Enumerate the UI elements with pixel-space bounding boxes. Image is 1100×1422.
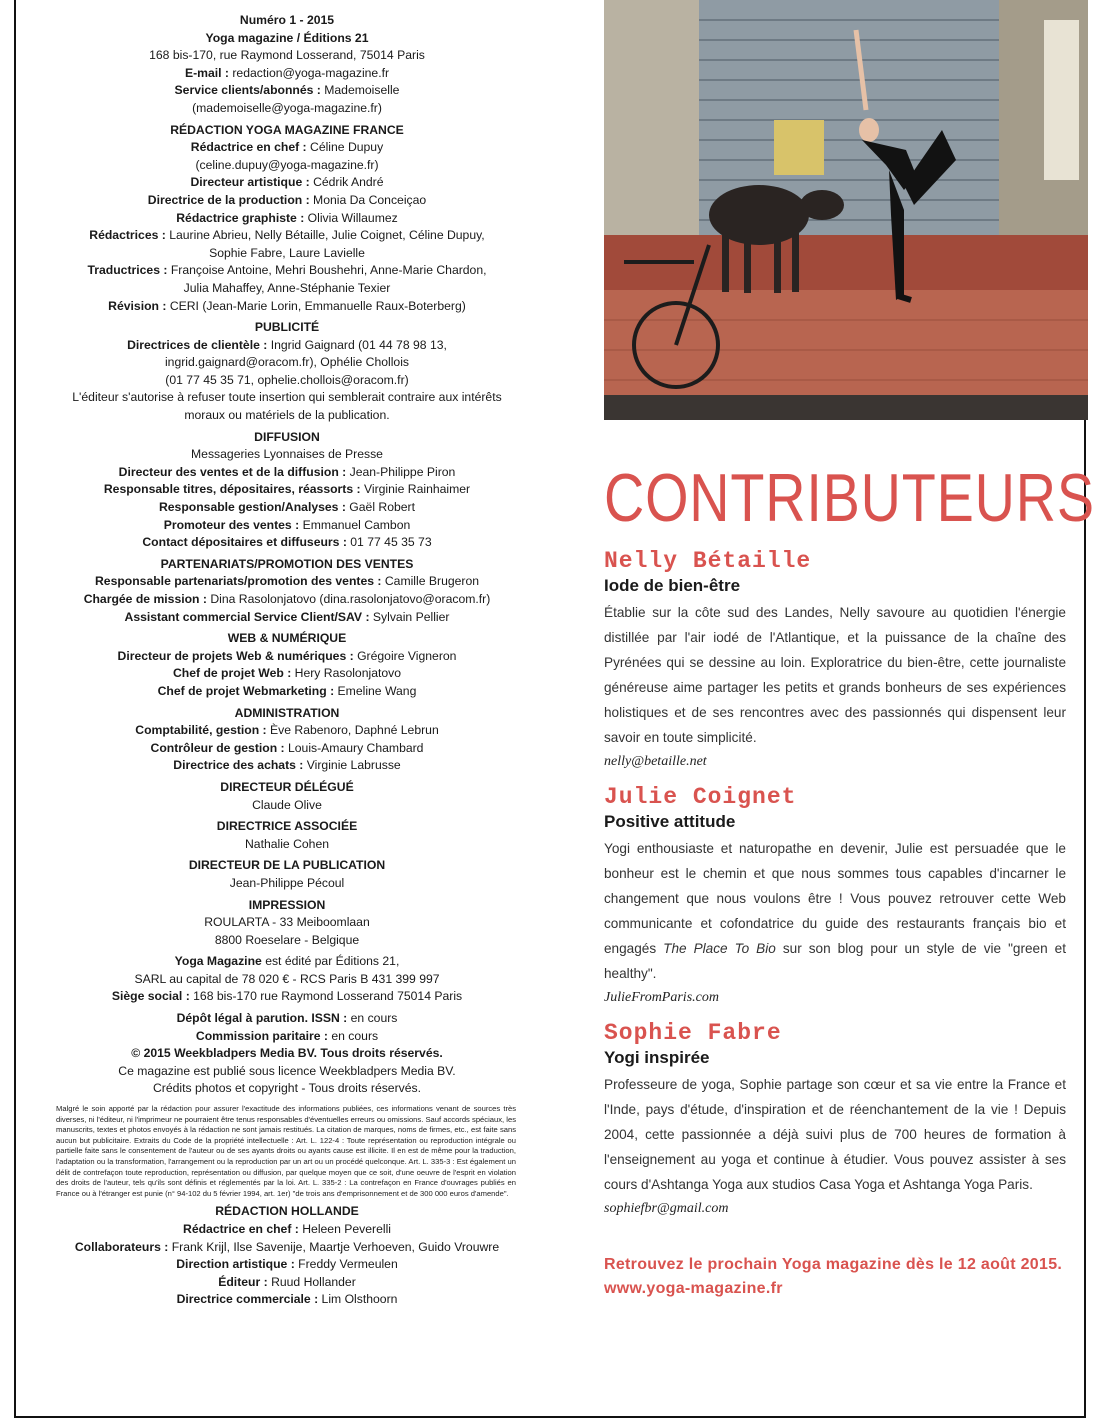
credit-value: Sylvain Pellier xyxy=(372,609,450,624)
licence: Ce magazine est publié sous licence Weekbladpers Media BV. xyxy=(118,1063,456,1078)
credit-label: Rédactrice en chef : xyxy=(190,140,307,155)
credit-value: 168 bis-170 rue Raymond Losserand 75014 Paris xyxy=(193,989,463,1004)
credit-label: Rédactrices : xyxy=(89,228,166,243)
credit-value: Frank Krijl, Ilse Savenije, Maartje Verhoeven, Guido Vrouwre xyxy=(171,1239,500,1254)
contributor-card xyxy=(604,548,1066,770)
credit-line xyxy=(52,298,522,316)
credit-value-cont: Sophie Fabre, Laure Lavielle xyxy=(209,245,365,260)
contributor-contact[interactable]: sophiefbr@gmail.com xyxy=(604,1201,729,1216)
credit-label: Chef de projet Webmarketing : xyxy=(157,683,335,698)
credit-value: 01 77 45 35 73 xyxy=(350,535,432,550)
credit-label: Rédactrice graphiste : xyxy=(176,210,305,225)
email-label: E-mail : xyxy=(184,65,229,80)
credit-email: (celine.dupuy@yoga-magazine.fr) xyxy=(195,157,379,172)
photo-illustration xyxy=(604,0,1088,420)
credit-label: Directrice de la production : xyxy=(147,192,310,207)
credit-line xyxy=(52,1221,522,1239)
credit-line xyxy=(52,464,522,482)
credit-line xyxy=(52,1028,522,1046)
credit-label: Traductrices : xyxy=(87,263,168,278)
next-issue-notice xyxy=(604,1253,1066,1301)
credit-line xyxy=(52,988,522,1006)
credit-line xyxy=(52,262,522,280)
yoga-street-photo xyxy=(604,0,1088,420)
credit-label: Directrice commerciale : xyxy=(176,1292,319,1307)
credit-label: Commission paritaire : xyxy=(195,1028,328,1043)
credit-label: Contact dépositaires et diffuseurs : xyxy=(142,535,347,550)
credit-label: Promoteur des ventes : xyxy=(163,517,300,532)
credit-line xyxy=(52,740,522,758)
contributor-card xyxy=(604,1020,1066,1217)
contributor-bio: Établie sur la côte sud des Landes, Nelly savoure au quotidien l'énergie distillée par l'air iodé de l'Atlantique, et la puissance de la chaîne des Pyrénées qui se dessine au loin. Exploratrice du bien-être, cette journaliste généreuse aime partager les petits et grands bonheurs de ses expériences holistiques et de ses rencontres avec des passionnés qui dispensent leur savoir en toute simplicité. xyxy=(604,605,1066,745)
credit-line xyxy=(52,174,522,192)
copyright: © 2015 Weekbladpers Media BV. Tous droits réservés. xyxy=(131,1046,443,1061)
email-line xyxy=(52,65,522,83)
credit-value-cont: Nathalie Cohen xyxy=(244,836,329,851)
contributor-name: Julie Coignet xyxy=(604,784,797,810)
contributor-name: Nelly Bétaille xyxy=(604,548,812,574)
credit-value: Camille Brugeron xyxy=(384,574,480,589)
credit-value-cont: Julia Mahaffey, Anne-Stéphanie Texier xyxy=(183,280,391,295)
credit-label: Directeur de projets Web & numériques : xyxy=(117,648,354,663)
service-value: Mademoiselle xyxy=(324,83,400,98)
next-issue-date: Retrouvez le prochain Yoga magazine dès le 12 août 2015. xyxy=(604,1256,1063,1273)
credit-label: Comptabilité, gestion : xyxy=(135,723,267,738)
editor-note: moraux ou matériels de la publication. xyxy=(184,408,390,423)
credit-value: Virginie Labrusse xyxy=(306,758,401,773)
credit-value: Céline Dupuy xyxy=(310,140,384,155)
credit-label: Assistant commercial Service Client/SAV : xyxy=(124,609,370,624)
credit-line xyxy=(52,1256,522,1274)
section-title: IMPRESSION xyxy=(248,897,326,912)
credit-line xyxy=(52,573,522,591)
credit-label: Responsable gestion/Analyses : xyxy=(158,500,346,515)
credit-value: Cédrik André xyxy=(313,175,384,190)
contributor-title: Iode de bien-être xyxy=(604,576,741,595)
credit-label: Directrices de clientèle : xyxy=(127,337,268,352)
credit-label: Révision : xyxy=(108,298,167,313)
section-title: WEB & NUMÉRIQUE xyxy=(227,631,347,646)
credit-value: Ève Rabenoro, Daphné Lebrun xyxy=(270,723,439,738)
credit-label: Chef de projet Web : xyxy=(172,666,292,681)
credit-label: Siège social : xyxy=(111,989,190,1004)
contributor-card xyxy=(604,784,1066,1006)
section-title: RÉDACTION YOGA MAGAZINE FRANCE xyxy=(170,122,404,137)
contributor-contact[interactable]: JulieFromParis.com xyxy=(604,990,719,1005)
credit-line xyxy=(52,139,522,157)
credit-value-cont: ROULARTA - 33 Meiboomlaan xyxy=(204,915,370,930)
bio-text: sur son blog pour un style de vie "green et healthy". xyxy=(604,941,1066,981)
section-title: DIFFUSION xyxy=(254,429,320,444)
section-title: RÉDACTION HOLLANDE xyxy=(215,1204,359,1219)
credit-value: Emmanuel Cambon xyxy=(302,517,411,532)
credit-value: Lim Olsthoorn xyxy=(321,1292,398,1307)
credit-line xyxy=(52,1010,522,1028)
contributor-name: Sophie Fabre xyxy=(604,1020,782,1046)
credit-line xyxy=(52,665,522,683)
contributor-title: Positive attitude xyxy=(604,812,736,831)
credit-label: Directrice des achats : xyxy=(173,758,304,773)
credit-value-cont: ingrid.gaignard@oracom.fr), Ophélie Chollois xyxy=(164,355,410,370)
credit-value: en cours xyxy=(350,1011,398,1026)
credit-line xyxy=(52,337,522,355)
email-value: redaction@yoga-magazine.fr xyxy=(232,65,390,80)
magazine-page xyxy=(14,0,1095,1418)
credit-value: Hery Rasolonjatovo xyxy=(294,666,402,681)
credit-value: Louis-Amaury Chambard xyxy=(287,740,424,755)
photo-credits: Crédits photos et copyright - Tous droits réservés. xyxy=(152,1081,422,1096)
website-link[interactable]: www.yoga-magazine.fr xyxy=(604,1280,783,1297)
credit-line xyxy=(52,192,522,210)
credit-line xyxy=(52,227,522,245)
credit-label: Éditeur : xyxy=(218,1274,268,1289)
credit-line xyxy=(52,481,522,499)
credit-value: Françoise Antoine, Mehri Boushehri, Anne-Marie Chardon, xyxy=(170,263,487,278)
contributors-column xyxy=(604,458,1095,1301)
section-title: DIRECTEUR DÉLÉGUÉ xyxy=(220,779,354,794)
contributors-heading: CONTRIBUTEURS xyxy=(604,460,1095,536)
section-title: DIRECTRICE ASSOCIÉE xyxy=(216,819,358,834)
credit-value: CERI (Jean-Marie Lorin, Emmanuelle Raux-Boterberg) xyxy=(169,298,466,313)
credit-value: Dina Rasolonjatovo (dina.rasolonjatovo@oracom.fr) xyxy=(210,592,491,606)
bio-italic: The Place To Bio xyxy=(663,941,776,956)
credit-label: Directeur artistique : xyxy=(190,175,310,190)
publisher-name: Yoga Magazine xyxy=(174,954,262,969)
credit-label: Contrôleur de gestion : xyxy=(150,740,285,755)
credit-value: en cours xyxy=(331,1028,379,1043)
credit-label: Responsable titres, dépositaires, réassorts : xyxy=(103,482,361,497)
credit-label: Direction artistique : xyxy=(176,1257,295,1272)
credit-value-cont: Claude Olive xyxy=(252,797,322,812)
masthead-column xyxy=(52,8,522,1309)
service-line xyxy=(52,82,522,100)
credit-value: Laurine Abrieu, Nelly Bétaille, Julie Coignet, Céline Dupuy, xyxy=(169,228,485,243)
section-title: PUBLICITÉ xyxy=(254,320,320,335)
credit-value: Jean-Philippe Piron xyxy=(349,464,456,479)
credit-line xyxy=(52,499,522,517)
credit-line xyxy=(52,609,522,627)
credit-value-cont: Jean-Philippe Pécoul xyxy=(229,875,345,890)
credit-value: Ruud Hollander xyxy=(271,1274,356,1289)
credit-value: Gaël Robert xyxy=(349,500,416,515)
section-title: DIRECTEUR DE LA PUBLICATION xyxy=(188,858,386,873)
credit-label: Collaborateurs : xyxy=(74,1239,169,1254)
credit-value: Freddy Vermeulen xyxy=(298,1257,398,1272)
contributor-title: Yogi inspirée xyxy=(604,1048,710,1067)
issue-number: Numéro 1 - 2015 xyxy=(239,13,335,27)
credit-label: Responsable partenariats/promotion des ventes : xyxy=(94,574,382,589)
credit-line xyxy=(52,757,522,775)
credit-line xyxy=(52,1291,522,1309)
credit-value: Grégoire Vigneron xyxy=(357,648,457,663)
credit-value: Monia Da Conceiçao xyxy=(313,192,427,207)
credit-label: Directeur des ventes et de la diffusion : xyxy=(118,464,347,479)
publisher: Yoga magazine / Éditions 21 xyxy=(205,30,369,45)
contributor-bio xyxy=(604,836,1066,986)
service-label: Service clients/abonnés : xyxy=(174,83,321,98)
editor-note: L'éditeur s'autorise à refuser toute insertion qui semblerait contraire aux intérêts xyxy=(72,390,502,405)
legal-fine-print: Malgré le soin apporté par la rédaction pour assurer l'exactitude des informations publiées, ces informations venant de sources très diverses, ni l'éditeur, ni l'imprimeur ne pourraient être tenus responsables d'éventuelles erreurs ou omissions. Sauf accords spéciaux, les manuscrits, textes et photos envoyés à la rédaction ne sont jamais restitués. La citation de marques, noms de firmes, etc., est faite sans aucun but publicitaire. Extraits du Code de la propriété intellectuelle : Art. L. 122-4 : Toute représentation ou reproduction intégrale ou partielle faite sans le consentement de l'auteur ou de ses ayants droits ou ayants cause est illicite. Il en est de même pour la traduction, l'adaptation ou la transformation, l'arrangement ou la reproduction par un art ou un procédé quelconque. Art. L. 335-3 : Est également un délit de contrefaçon toute reproduction, représentation ou diffusion, par quelque moyen que ce soit, d'une oeuvre de l'esprit en violation des droits de l'auteur, tels qu'ils sont définis et réglementés par la loi. Art. L. 335-2 : La contrefaçon en France d'ouvrages publiés en France ou à l'étranger est punie (n° 94-102 du 5 février 1994, art. 1er) "de trois ans d'emprisonnement et de 300 000 euros d'amende". xyxy=(56,1104,516,1198)
credit-label: Rédactrice en chef : xyxy=(183,1221,299,1236)
credit-value-cont: Messageries Lyonnaises de Presse xyxy=(191,447,383,462)
credit-value: Emeline Wang xyxy=(337,683,417,698)
credit-value: Virginie Rainhaimer xyxy=(363,482,471,497)
credit-value: Ingrid Gaignard (01 44 78 98 13, xyxy=(270,337,447,352)
address: 168 bis-170, rue Raymond Losserand, 75014 Paris xyxy=(149,48,425,63)
credit-value: Heleen Peverelli xyxy=(302,1221,391,1236)
credit-line xyxy=(52,1239,522,1257)
credit-line xyxy=(52,1274,522,1292)
credit-line xyxy=(52,683,522,701)
credit-line xyxy=(52,534,522,552)
credit-line xyxy=(52,591,522,609)
section-title: PARTENARIATS/PROMOTION DES VENTES xyxy=(160,556,414,571)
credit-label: Chargée de mission : xyxy=(83,592,207,606)
publisher-line xyxy=(52,953,522,971)
credit-value: Olivia Willaumez xyxy=(307,210,398,225)
credit-line xyxy=(52,517,522,535)
sarl-line: SARL au capital de 78 020 € - RCS Paris B 431 399 997 xyxy=(134,971,440,986)
section-title: ADMINISTRATION xyxy=(234,705,340,720)
publisher-text: est édité par Éditions 21, xyxy=(265,954,400,969)
credit-value-cont: (01 77 45 35 71, ophelie.chollois@oracom.fr) xyxy=(165,372,409,387)
credit-line xyxy=(52,722,522,740)
bio-text: Yogi enthousiaste et naturopathe en devenir, Julie est persuadée que le bonheur est le chemin et que nous sommes tous capables d'incarner le changement que nous voulons être ! Vous pouvez retrouver cette Web communicante et cofondatrice du guide des restaurants français bio et engagés xyxy=(604,841,1066,956)
credit-line xyxy=(52,648,522,666)
service-email: (mademoiselle@yoga-magazine.fr) xyxy=(192,100,382,115)
credit-value-cont: 8800 Roeselare - Belgique xyxy=(214,932,360,947)
credit-line xyxy=(52,210,522,228)
contributor-contact[interactable]: nelly@betaille.net xyxy=(604,754,707,769)
contributor-bio: Professeure de yoga, Sophie partage son cœur et sa vie entre la France et l'Inde, pays d'étude, d'inspiration et de réenchantement de la vie ! Depuis 2004, cette passionnée a déjà suivi plus de 700 heures de formation à l'enseignement au yoga et continue à étudier. Vous pouvez assister à ses cours d'Ashtanga Yoga aux studios Casa Yoga et Ashtanga Yoga Paris. xyxy=(604,1077,1066,1192)
credit-label: Dépôt légal à parution. ISSN : xyxy=(176,1011,348,1026)
